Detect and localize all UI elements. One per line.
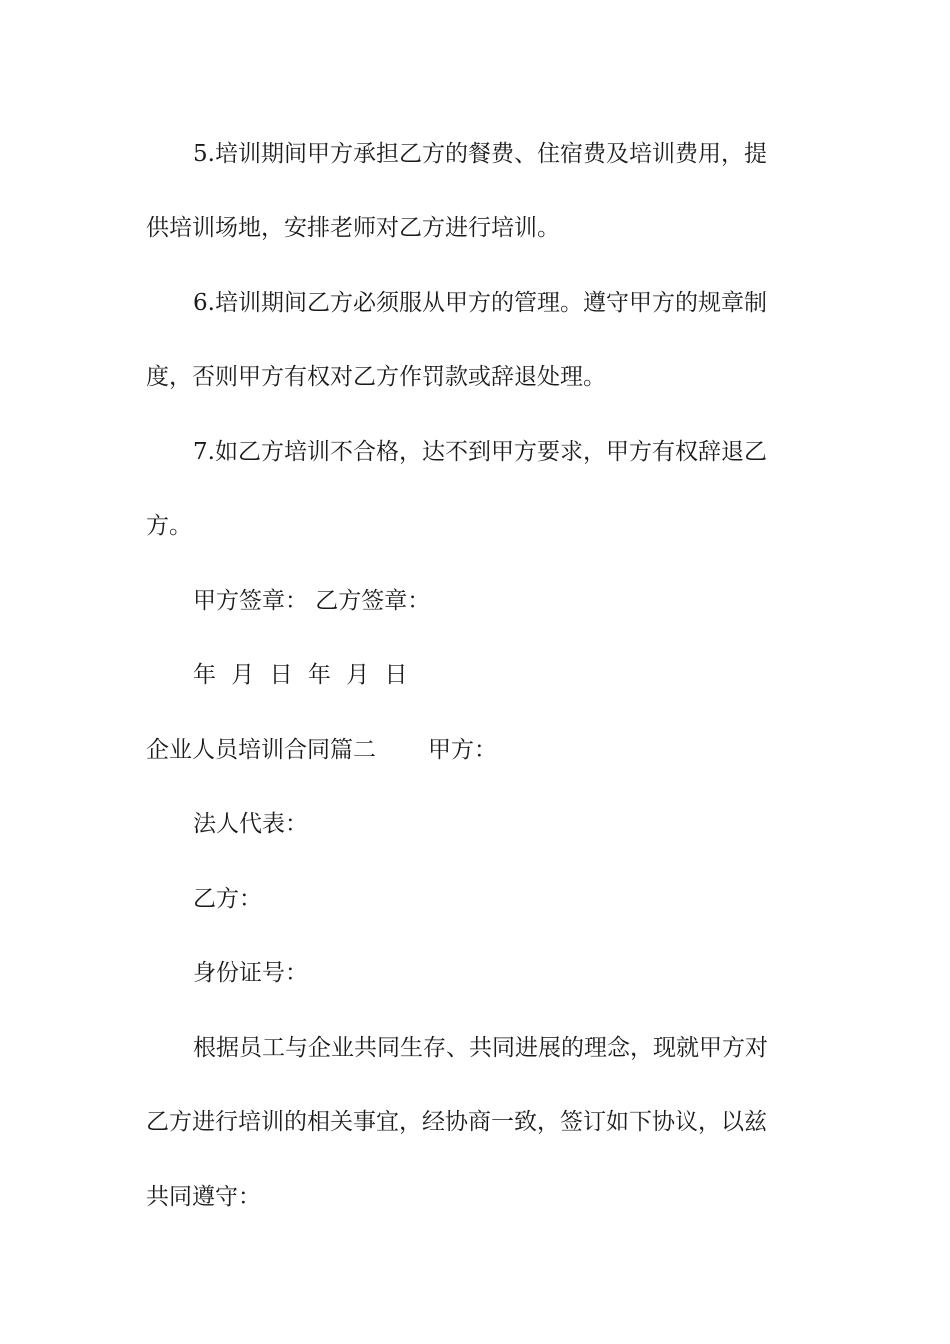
clause-5-line-2: 供培训场地，安排老师对乙方进行培训。 [146, 215, 560, 241]
section-title: 企业人员培训合同篇二 [146, 737, 376, 763]
legal-representative-label: 法人代表： [193, 811, 308, 837]
section-heading-row [146, 735, 497, 765]
clause-5-line-1: 5.培训期间甲方承担乙方的餐费、住宿费及培训费用，提 [193, 141, 767, 167]
id-number-label: 身份证号： [193, 960, 308, 986]
party-a-label: 甲方： [428, 737, 497, 763]
clause-6-line-2: 度，否则甲方有权对乙方作罚款或辞退处理。 [146, 364, 606, 390]
intro-line-1: 根据员工与企业共同生存、共同进展的理念，现就甲方对 [193, 1035, 768, 1061]
intro-line-3: 共同遵守： [146, 1184, 261, 1210]
clause-6-line-1: 6.培训期间乙方必须服从甲方的管理。遵守甲方的规章制 [193, 290, 767, 316]
signature-line: 甲方签章： 乙方签章： [193, 588, 431, 614]
clause-7-line-2: 方。 [146, 513, 192, 539]
date-line: 年 月 日 年 月 日 [193, 662, 412, 688]
clause-7-line-1: 7.如乙方培训不合格，达不到甲方要求，甲方有权辞退乙 [193, 439, 767, 465]
intro-line-2: 乙方进行培训的相关事宜，经协商一致，签订如下协议，以兹 [146, 1109, 767, 1135]
party-b-label: 乙方： [193, 886, 262, 912]
